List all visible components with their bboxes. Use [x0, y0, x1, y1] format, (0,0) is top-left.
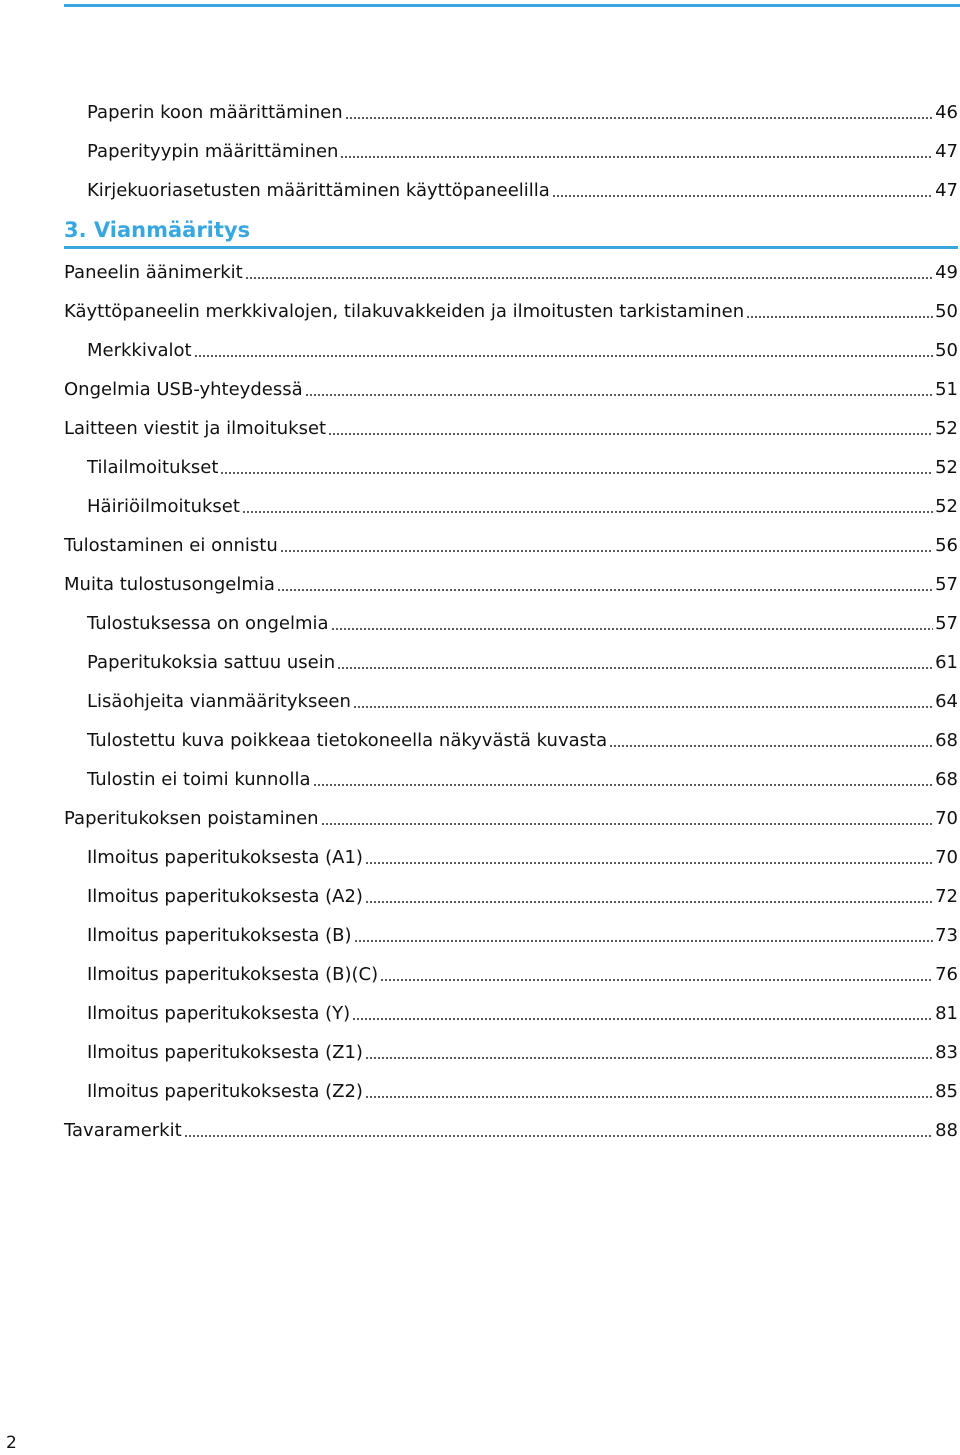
chapter-heading[interactable]: [64, 212, 958, 249]
toc-entry-tilailmoitukset[interactable]: [87, 449, 958, 479]
toc-leader-dots: [746, 314, 933, 319]
toc-leader-dots: [552, 193, 933, 198]
toc-entry-ilmoitus-a1[interactable]: [87, 839, 958, 869]
toc-entry-title: Ilmoitus paperitukoksesta (Z2): [87, 1081, 363, 1102]
toc-entry-page: 47: [935, 141, 958, 162]
toc-entry-title: Kirjekuoriasetusten määrittäminen käyttöpaneelilla: [87, 180, 550, 201]
toc-entry-ilmoitus-z2[interactable]: [87, 1073, 958, 1103]
toc-entry-page: 50: [935, 340, 958, 361]
toc-entry-title: Tulostettu kuva poikkeaa tietokoneella näkyvästä kuvasta: [87, 730, 608, 751]
toc-entry-page: 52: [935, 418, 958, 439]
toc-entry-page: 72: [935, 886, 958, 907]
toc-leader-dots: [184, 1133, 933, 1138]
toc-leader-dots: [609, 743, 933, 748]
toc-leader-dots: [340, 154, 933, 159]
toc-entry-paperitukoksen-poistaminen[interactable]: [64, 800, 958, 830]
toc-entry-tulostuksessa-on-ongelmia[interactable]: [87, 605, 958, 635]
toc-leader-dots: [337, 665, 933, 670]
toc-entry-title: Ilmoitus paperitukoksesta (B)(C): [87, 964, 379, 985]
toc-entry-kayttopaneelin-merkkivalojen[interactable]: [64, 293, 958, 323]
toc-entry-ilmoitus-z1[interactable]: [87, 1034, 958, 1064]
toc-entry-title: Lisäohjeita vianmääritykseen: [87, 691, 351, 712]
toc-entry-page: 83: [935, 1042, 958, 1063]
toc-leader-dots: [280, 548, 933, 553]
toc-entry-page: 57: [935, 613, 958, 634]
toc-entry-ilmoitus-b-c[interactable]: [87, 956, 958, 986]
toc-entry-muita-tulostusongelmia[interactable]: [64, 566, 958, 596]
toc-entry-paperityypin[interactable]: [87, 133, 958, 163]
toc-entry-tulostin-ei-toimi[interactable]: [87, 761, 958, 791]
toc-entry-title: Tulostin ei toimi kunnolla: [87, 769, 311, 790]
toc-entry-title: Laitteen viestit ja ilmoitukset: [64, 418, 327, 439]
toc-entry-tulostettu-kuva[interactable]: [87, 722, 958, 752]
toc-leader-dots: [352, 1016, 933, 1021]
toc-entry-tavaramerkit[interactable]: [64, 1112, 958, 1142]
toc-leader-dots: [305, 392, 933, 397]
toc-entry-ilmoitus-a2[interactable]: [87, 878, 958, 908]
toc-entry-page: 76: [935, 964, 958, 985]
toc-entry-title: Ilmoitus paperitukoksesta (B): [87, 925, 352, 946]
toc-entry-lisaohjeita[interactable]: [87, 683, 958, 713]
toc-entry-title: Paperin koon määrittäminen: [87, 102, 343, 123]
toc-entry-title: Tulostaminen ei onnistu: [64, 535, 278, 556]
toc-entry-title: Paperityypin määrittäminen: [87, 141, 339, 162]
toc-entry-title: Käyttöpaneelin merkkivalojen, tilakuvakkeiden ja ilmoitusten tarkistaminen: [64, 301, 745, 322]
toc-entry-page: 88: [935, 1120, 958, 1141]
toc-leader-dots: [328, 431, 933, 436]
toc-entry-hairioilmoitukset[interactable]: [87, 488, 958, 518]
toc-leader-dots: [365, 1055, 933, 1060]
toc-entry-title: Paneelin äänimerkit: [64, 262, 243, 283]
toc-entry-title: Häiriöilmoitukset: [87, 496, 240, 517]
toc-entry-page: 50: [935, 301, 958, 322]
toc-leader-dots: [242, 509, 933, 514]
top-rule: [64, 4, 960, 7]
toc-entry-paperitukoksia-sattuu-usein[interactable]: [87, 644, 958, 674]
toc-entry-page: 52: [935, 457, 958, 478]
toc-leader-dots: [313, 782, 934, 787]
toc-entry-page: 57: [935, 574, 958, 595]
toc-leader-dots: [380, 977, 933, 982]
toc-entry-title: Ilmoitus paperitukoksesta (Z1): [87, 1042, 363, 1063]
toc-leader-dots: [345, 115, 933, 120]
toc-leader-dots: [194, 353, 933, 358]
toc-entry-title: Muita tulostusongelmia: [64, 574, 275, 595]
toc-entry-page: 56: [935, 535, 958, 556]
toc-entry-ilmoitus-y[interactable]: [87, 995, 958, 1025]
toc-leader-dots: [354, 938, 934, 943]
toc-entry-paperin-koon[interactable]: [87, 94, 958, 124]
toc-entry-page: 46: [935, 102, 958, 123]
toc-entry-page: 68: [935, 769, 958, 790]
toc-leader-dots: [277, 587, 933, 592]
toc-entry-title: Tulostuksessa on ongelmia: [87, 613, 329, 634]
toc-entry-page: 85: [935, 1081, 958, 1102]
toc-entry-tulostaminen-ei-onnistu[interactable]: [64, 527, 958, 557]
toc-leader-dots: [365, 860, 933, 865]
toc-entry-page: 68: [935, 730, 958, 751]
toc-entry-title: Paperitukoksia sattuu usein: [87, 652, 336, 673]
toc-entry-page: 81: [935, 1003, 958, 1024]
toc-entry-page: 52: [935, 496, 958, 517]
chapter-title: 3. Vianmääritys: [64, 218, 251, 242]
toc-leader-dots: [245, 275, 933, 280]
toc-entry-page: 70: [935, 808, 958, 829]
toc-entry-page: 49: [935, 262, 958, 283]
toc-entry-page: 70: [935, 847, 958, 868]
toc-entry-ilmoitus-b[interactable]: [87, 917, 958, 947]
toc-entry-title: Ilmoitus paperitukoksesta (A1): [87, 847, 363, 868]
toc-entry-title: Merkkivalot: [87, 340, 192, 361]
toc-entry-title: Ilmoitus paperitukoksesta (Y): [87, 1003, 351, 1024]
toc-leader-dots: [365, 899, 933, 904]
toc-entry-title: Ilmoitus paperitukoksesta (A2): [87, 886, 363, 907]
toc-entry-title: Paperitukoksen poistaminen: [64, 808, 319, 829]
toc-entry-title: Ongelmia USB-yhteydessä: [64, 379, 303, 400]
toc-leader-dots: [331, 626, 934, 631]
toc-leader-dots: [220, 470, 933, 475]
toc-entry-title: Tilailmoitukset: [87, 457, 219, 478]
toc-entry-laitteen-viestit[interactable]: [64, 410, 958, 440]
toc-entry-ongelmia-usb[interactable]: [64, 371, 958, 401]
toc-entry-page: 64: [935, 691, 958, 712]
toc-leader-dots: [365, 1094, 933, 1099]
page-number: 2: [6, 1433, 17, 1453]
toc-entry-kirjekuoriasetusten[interactable]: [87, 172, 958, 202]
toc-entry-page: 61: [935, 652, 958, 673]
toc-leader-dots: [321, 821, 934, 826]
toc-leader-dots: [353, 704, 933, 709]
toc-entry-page: 51: [935, 379, 958, 400]
toc-entry-merkkivalot[interactable]: [87, 332, 958, 362]
toc-entry-paneelin-aanimerkit[interactable]: [64, 254, 958, 284]
toc-entry-title: Tavaramerkit: [64, 1120, 182, 1141]
toc-entry-page: 47: [935, 180, 958, 201]
toc-entry-page: 73: [935, 925, 958, 946]
